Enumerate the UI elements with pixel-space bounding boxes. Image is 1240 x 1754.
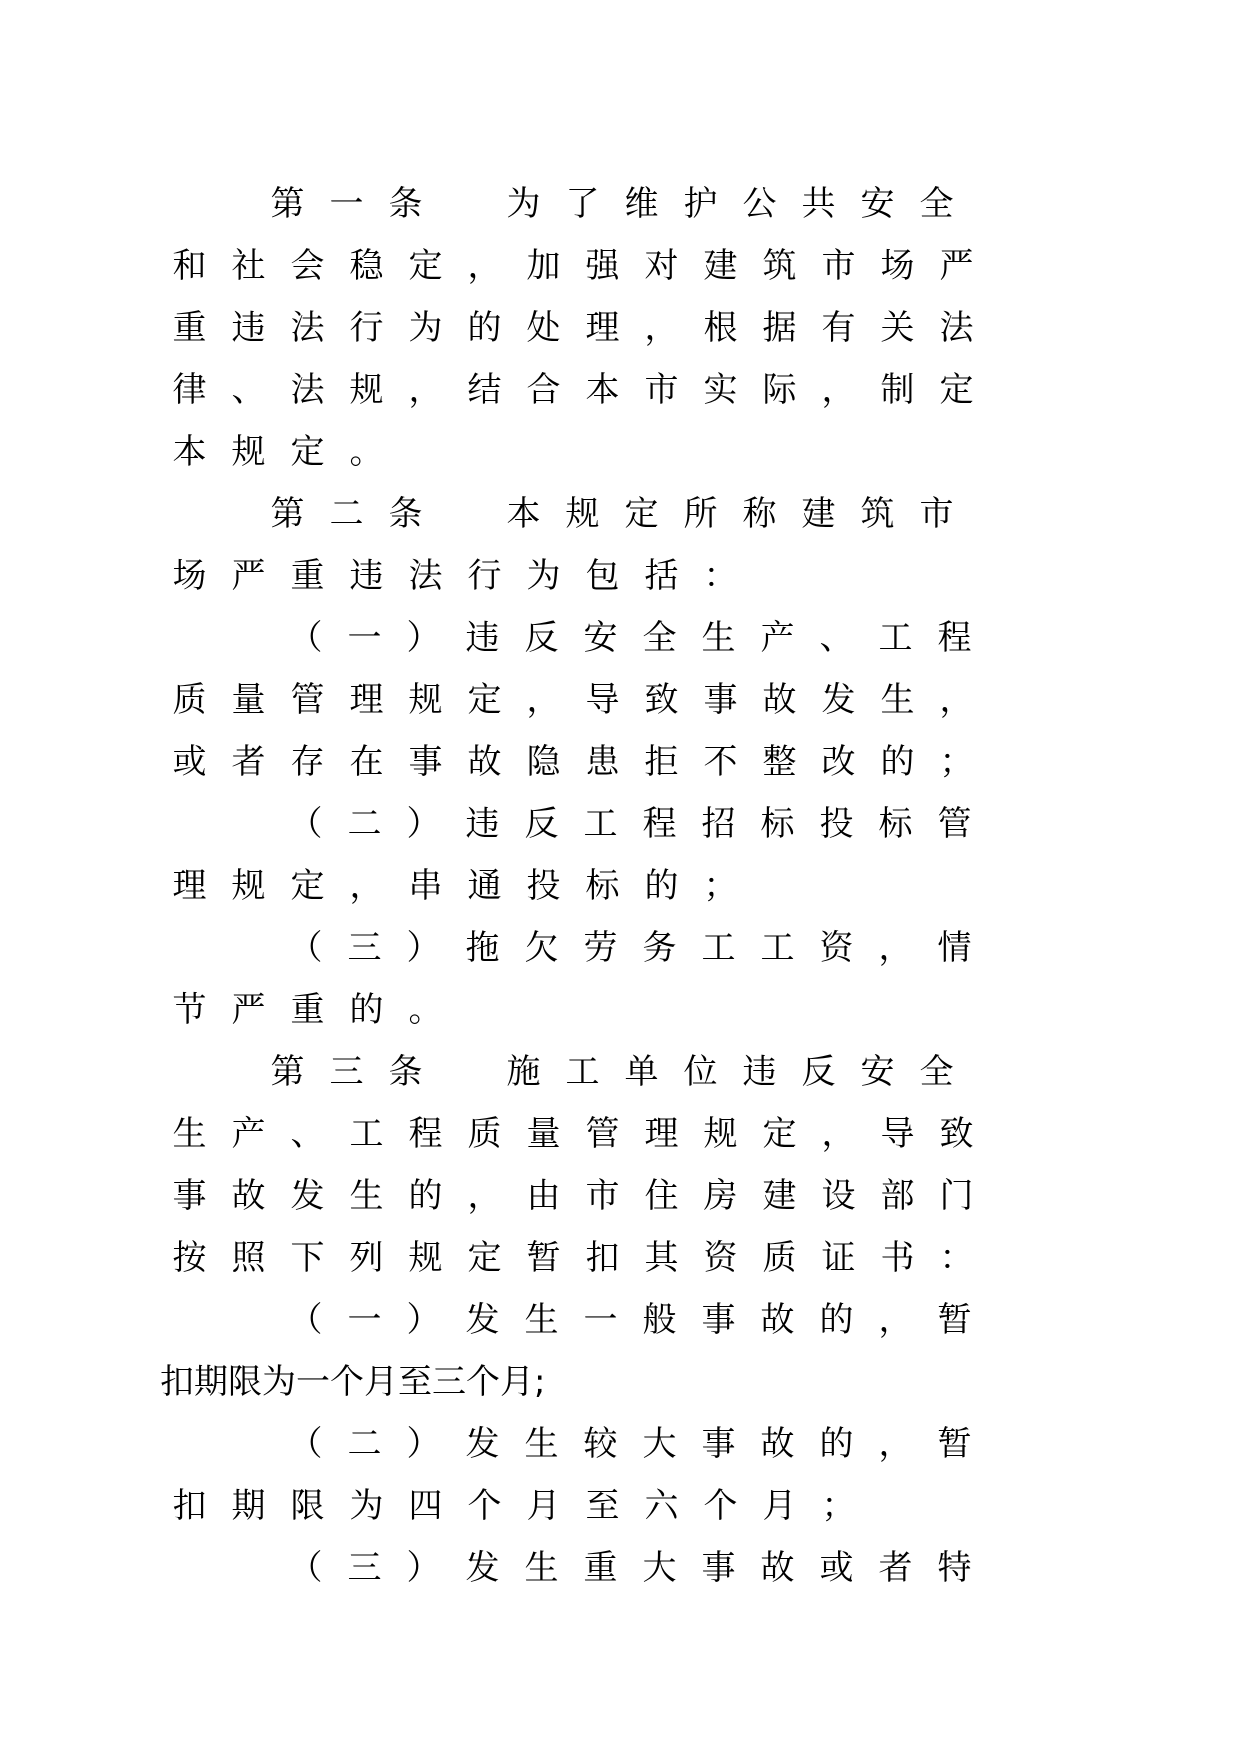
text-line: （ 一 ） 违 反 安 全 生 产 、 工 程 <box>288 618 972 658</box>
text-line: （ 三 ） 拖 欠 劳 务 工 工 资 ， 情 <box>288 928 972 968</box>
text-line: 和 社 会 稳 定 ， 加 强 对 建 筑 市 场 严 <box>172 246 974 286</box>
text-line: 场 严 重 违 法 行 为 包 括 ： <box>172 556 738 596</box>
text-line: 扣 期 限 为 四 个 月 至 六 个 月 ； <box>172 1486 856 1526</box>
text-line: 第 三 条 施 工 单 位 违 反 安 全 <box>270 1052 954 1092</box>
text-line: 第 一 条 为 了 维 护 公 共 安 全 <box>270 184 954 224</box>
text-line: 质 量 管 理 规 定 ， 导 致 事 故 发 生 ， <box>172 680 974 720</box>
text-line: 扣期限为一个月至三个月; <box>160 1362 546 1402</box>
text-line: （ 一 ） 发 生 一 般 事 故 的 ， 暂 <box>288 1300 972 1340</box>
text-line: 或 者 存 在 事 故 隐 患 拒 不 整 改 的 ； <box>172 742 974 782</box>
text-line: 第 二 条 本 规 定 所 称 建 筑 市 <box>270 494 954 534</box>
text-line: （ 三 ） 发 生 重 大 事 故 或 者 特 <box>288 1548 972 1588</box>
text-line: 事 故 发 生 的 ， 由 市 住 房 建 设 部 门 <box>172 1176 974 1216</box>
text-line: 律 、 法 规 ， 结 合 本 市 实 际 ， 制 定 <box>172 370 974 410</box>
text-line: 理 规 定 ， 串 通 投 标 的 ； <box>172 866 738 906</box>
text-line: 节 严 重 的 。 <box>172 990 443 1030</box>
text-line: 重 违 法 行 为 的 处 理 ， 根 据 有 关 法 <box>172 308 974 348</box>
text-line: 按 照 下 列 规 定 暂 扣 其 资 质 证 书 ： <box>172 1238 974 1278</box>
text-line: （ 二 ） 发 生 较 大 事 故 的 ， 暂 <box>288 1424 972 1464</box>
text-line: 生 产 、 工 程 质 量 管 理 规 定 ， 导 致 <box>172 1114 974 1154</box>
text-line: （ 二 ） 违 反 工 程 招 标 投 标 管 <box>288 804 972 844</box>
text-line: 本 规 定 。 <box>172 432 384 472</box>
